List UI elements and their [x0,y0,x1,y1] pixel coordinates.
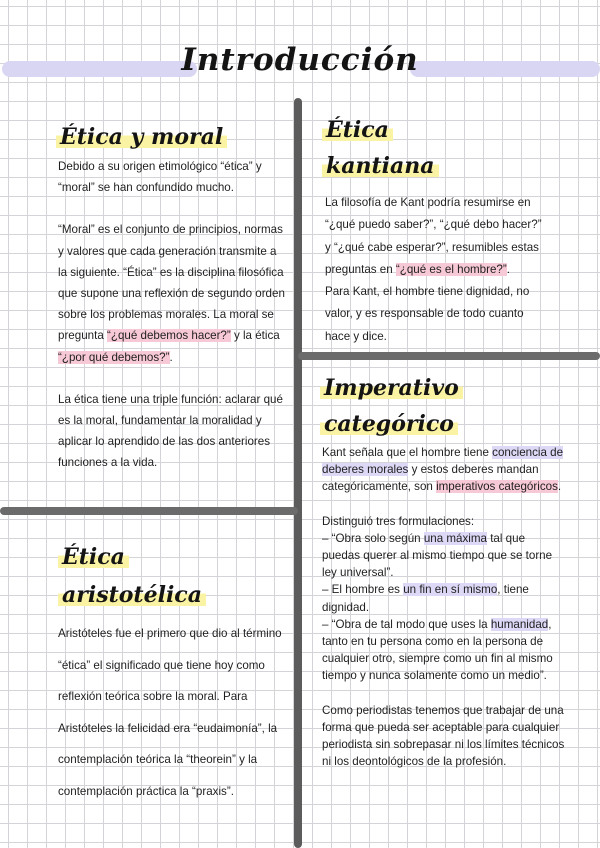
etica-moral-p1: Debido a su origen etimológico “ética” y “moral” se han confundido mucho. [58,160,262,195]
formulacion-3: – “Obra de tal modo que uses la humanidad, tanto en tu persona como en la persona de cualquier otro, siempre como un fin al mismo tiempo y nunca solamente como un medio”. [322,617,553,683]
etica-kantiana-body [325,192,550,348]
imperativo-p3: Como periodistas tenemos que trabajar de una forma que pueda ser aceptable para cualquier periodista sin sobrepasar ni los límites técnicos ni los deontológicos de la profesión. [322,703,565,769]
heading-imperativo: Imperativo categórico [320,370,463,442]
page-title: Introducción [181,42,419,78]
imperativo-p1: Kant señala que el hombre tiene conciencia de deberes morales y estos deberes mandan categóricamente, son imperativos categóricos. [322,446,564,494]
formulacion-2: – El hombre es un fin en sí mismo, tiene dignidad. [322,583,529,614]
heading-etica-aristotelica: Ética aristotélica [58,538,206,614]
left-horizontal-divider [0,507,298,515]
etica-moral-p3: La ética tiene una triple función: aclarar qué es la moral, fundamentar la moralidad y aplicar lo aprendido de las dos anteriores funciones a la vida. [58,392,283,470]
heading-etica-kantiana: Ética kantiana [322,112,439,184]
etica-moral-p2: “Moral” es el conjunto de principios, normas y valores que cada generación transmite a la siguiente. “Ética” es la disciplina filosófica que supone una reflexión de segundo orden sobre los problemas morales. La moral se pregunta “¿qué debemos hacer?” y la ética “¿por qué debemos?”. [58,223,285,364]
etica-kantiana-p1: La filosofía de Kant podría resumirse en “¿qué puedo saber?”, “¿qué debo hacer?” y “¿qué cabe esperar?”, resumibles estas preguntas en “¿qué es el hombre?”. [325,196,542,276]
imperativo-body [322,444,565,770]
etica-aristotelica-body [58,618,294,807]
vertical-divider [294,98,302,848]
heading-etica-moral: Ética y moral [56,122,227,152]
etica-moral-body [58,156,286,474]
formulacion-1: – “Obra solo según una máxima tal que puedas querer al mismo tiempo que se torne ley universal”. [322,531,553,580]
right-horizontal-divider [298,352,600,360]
imperativo-intro: Distinguió tres formulaciones: [322,514,475,528]
etica-aristotelica-p1: Aristóteles fue el primero que dio al término “ética” el significado que tiene hoy como reflexión teórica sobre la moral. Para Aristóteles la felicidad era “eudaimonía”, la contemplación teórica la “theorein” y la contemplación práctica la “praxis”. [58,627,282,798]
etica-kantiana-p2: Para Kant, el hombre tiene dignidad, no valor, y es responsable de todo cuanto hace y dice. [325,285,530,343]
